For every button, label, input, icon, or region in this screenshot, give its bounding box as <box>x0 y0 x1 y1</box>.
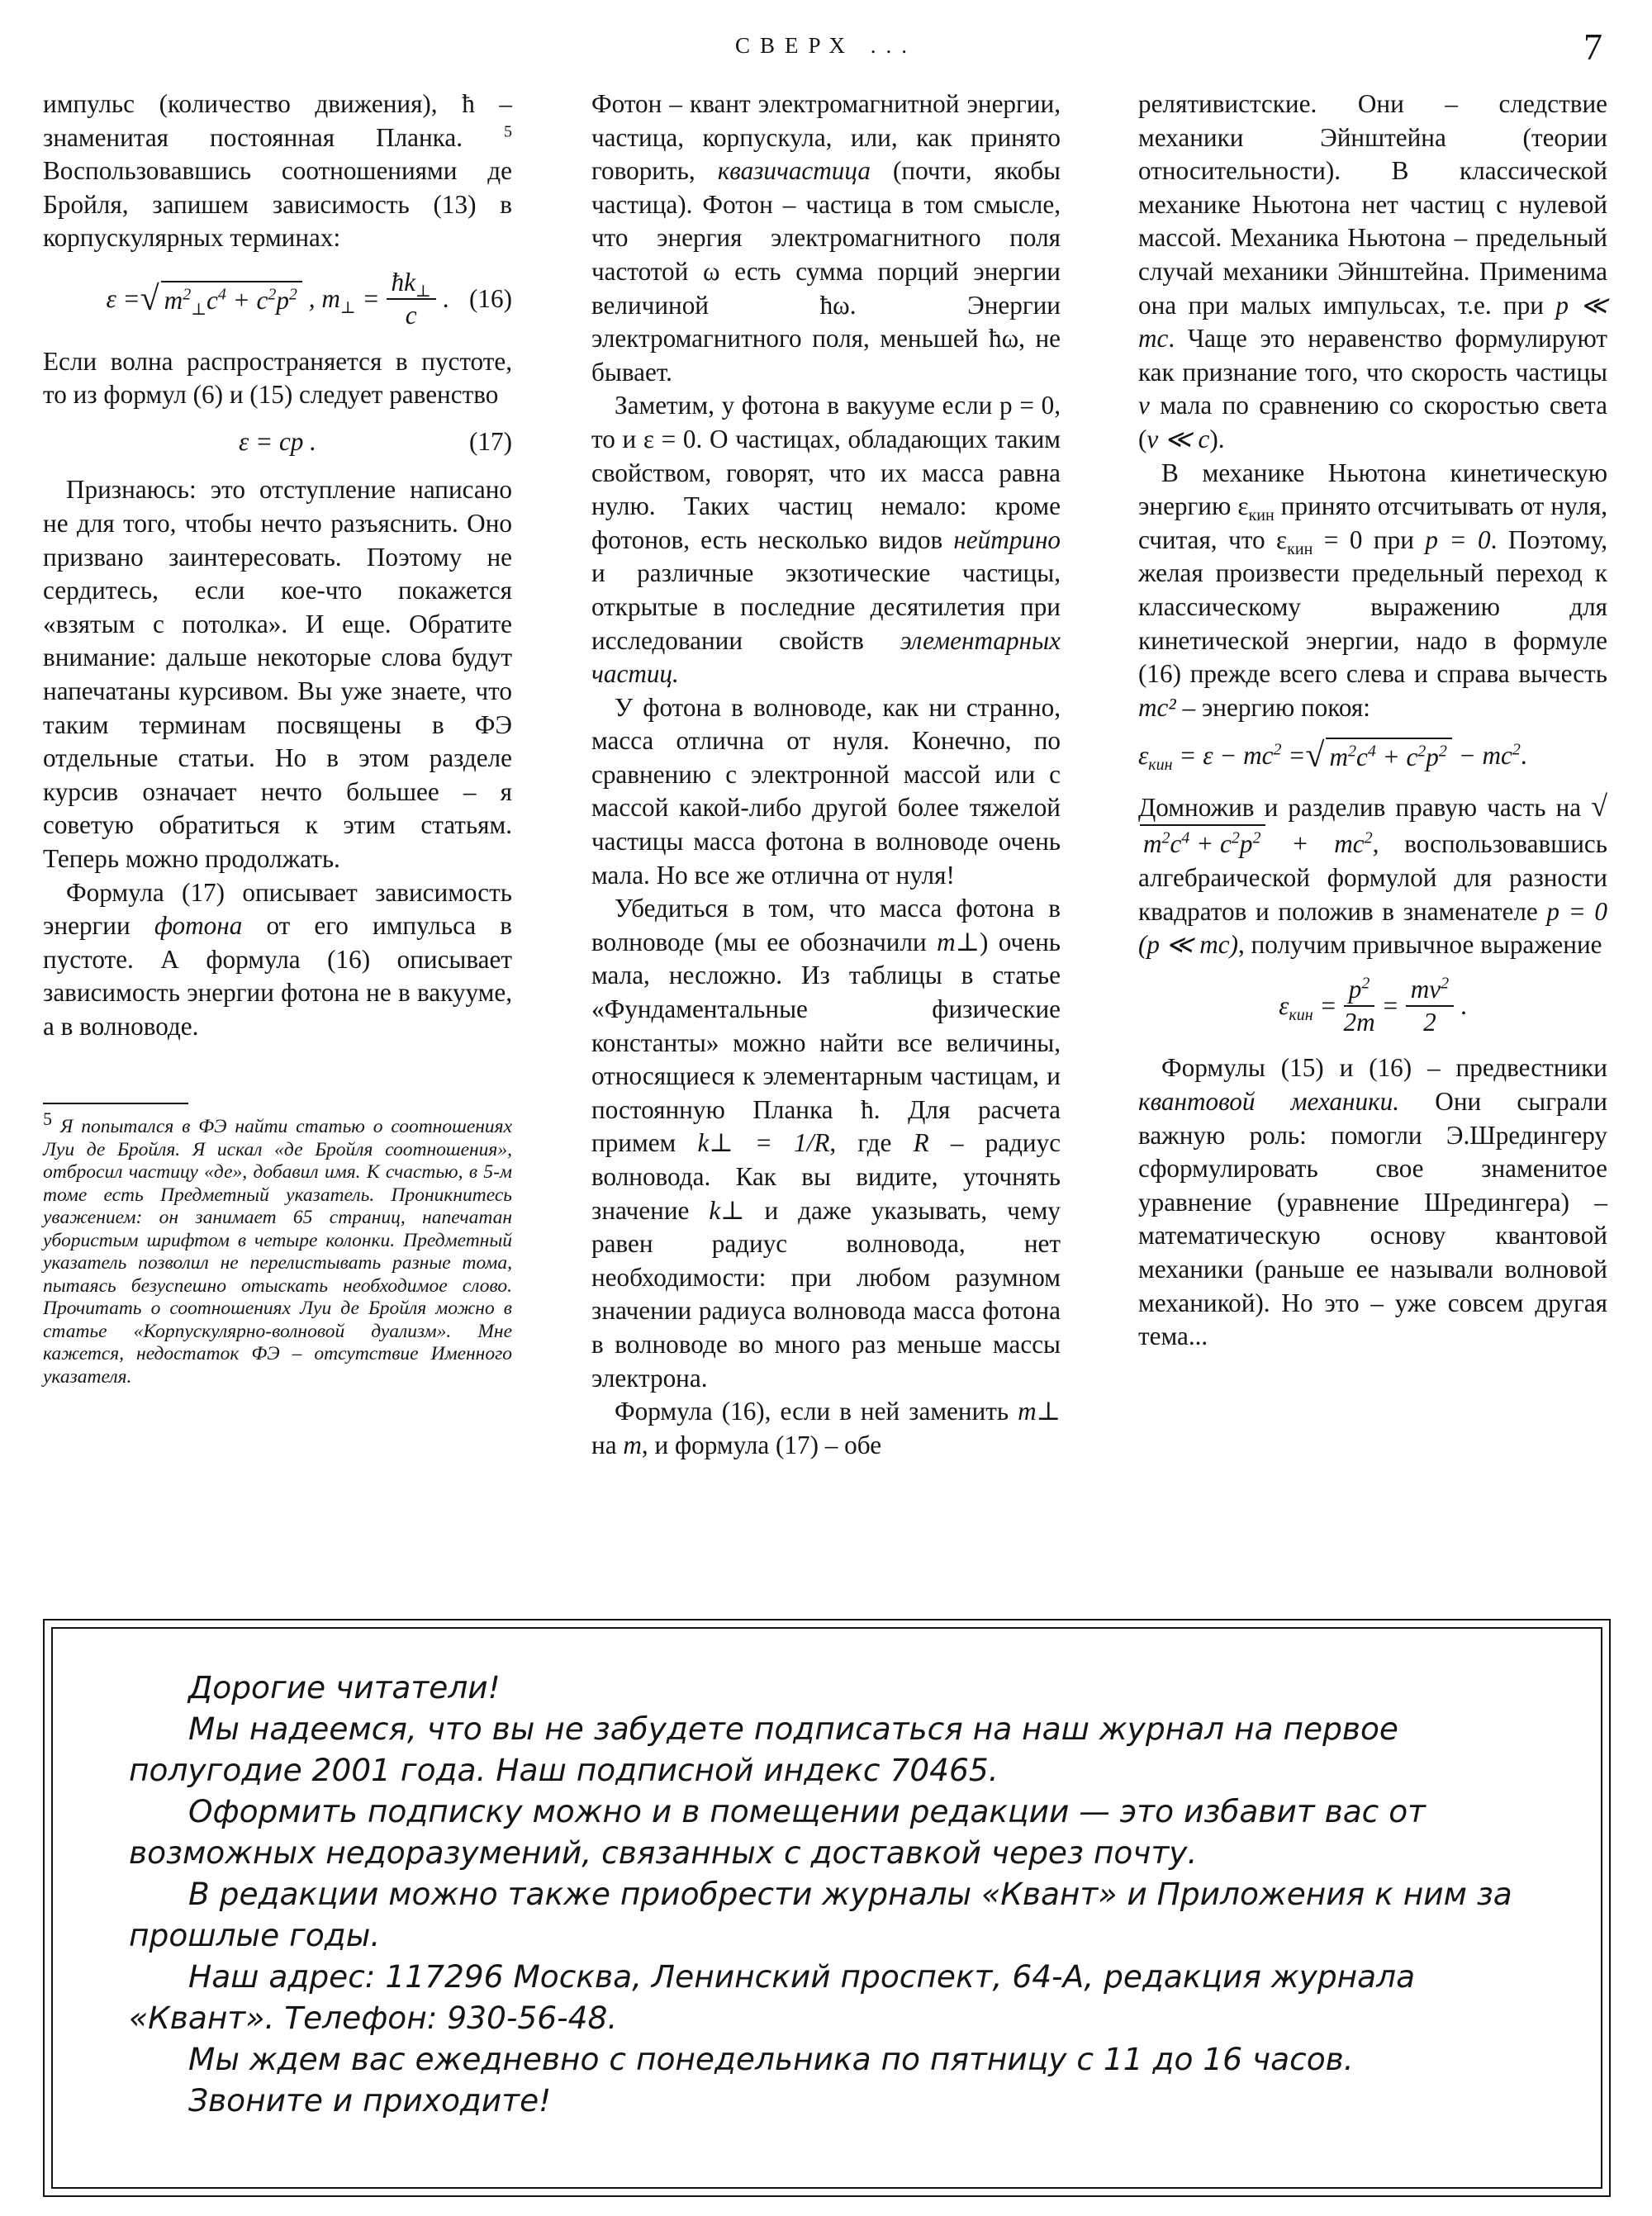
paragraph <box>1138 88 1607 457</box>
math: mc² <box>1138 692 1176 722</box>
formula-kinetic-energy: $\varepsilon_{кин} = \varepsilon - mc^2$ = √ $m^2c^4 + c^2p^2$ − $mc^2$. <box>1138 737 1527 776</box>
emphasis: элементарных частиц. <box>591 625 1061 689</box>
paragraph-text: Воспользовавшись соотношениями де Бройля, запишем зависимость (13) в корпускулярных терминах: <box>43 156 512 253</box>
paragraph-text: = 0 при <box>1323 524 1414 554</box>
notice-closing: Звоните и приходите! <box>188 2082 552 2119</box>
equation-number: (17) <box>469 426 512 456</box>
paragraph-text: – радиус волновода. Как вы видите, уточнять значение <box>591 1128 1061 1225</box>
notice-address: Наш адрес: 117296 Москва, Ленинский проспект, 64-А, редакция журнала «Квант». Телефон: 930-56-48. <box>129 1958 1416 2036</box>
paragraph <box>43 876 512 1044</box>
paragraph-text: Убедиться в том, что масса фотона в волноводе (мы ее обозначили <box>591 894 1061 956</box>
paragraph: У фотона в волноводе, как ни странно, масса отлична от нуля. Конечно, по сравнению с электронной массой или с массой какой-либо другой более тяжелой частицы масса фотона в волноводе очень мала. Но все же отлична от нуля! <box>591 692 1061 890</box>
paragraph <box>1138 457 1607 725</box>
paragraph: Если волна распространяется в пустоте, то из формул (6) и (15) следует равенство <box>43 346 512 410</box>
footnote-mark: 5 <box>43 1108 52 1130</box>
emphasis: квантовой механики. <box>1138 1087 1400 1117</box>
paragraph-text: импульс (количество движения), ħ – знаменитая постоянная Планка. <box>43 89 512 152</box>
notice-greeting: Дорогие читатели! <box>188 1669 501 1706</box>
formula-text: ε = cp . <box>239 426 316 456</box>
paragraph-text: . Поэтому, желая произвести предельный переход к классическому выражению для кинетической энергии, надо в формуле (16) прежде всего слева и справа вычесть <box>1138 524 1608 689</box>
paragraph-text: В механике Ньютона кинетическую энергию ε <box>1138 458 1607 521</box>
notice-hours: Мы ждем вас ежедневно с понедельника по пятницу с 11 до 16 часов. <box>188 2041 1354 2077</box>
math: p ≪ mc <box>1138 290 1607 354</box>
math: v ≪ c <box>1146 424 1210 453</box>
paragraph <box>591 1395 1061 1462</box>
formula-classical-kinetic-energy: $\varepsilon_{кин}$ = $\frac{p^2}{2m}$ = $\frac{mv^2}{2}$ . <box>1279 974 1467 1037</box>
paragraph-text: . Чаще это неравенство формулируют как признание того, что скорость частицы <box>1138 324 1607 387</box>
math: p = 0 (p ≪ mc) <box>1138 896 1608 960</box>
paragraph: Признаюсь: это отступление написано не для того, чтобы нечто разъяснить. Оно призвано заинтересовать. Поэтому не сердитесь, если кое-что покажется «взятым с потолка». И еще. Обратите внимание: дальше некоторые слова будут напечатаны курсивом. Вы уже знаете, что таким терминам посвящены в ФЭ отдельные статьи. Но в этом разделе курсив означает нечто большее – я советую обратиться к этим статьям. Теперь можно продолжать. <box>43 475 512 873</box>
paragraph-text: , и формула (17) – обе <box>641 1430 882 1459</box>
formula-16: ε = √ $m^2_\perp c^4 + c^2p^2$ , $m_\perp$ = $\frac{ħk_\perp}{c}$ . (16) <box>106 267 512 330</box>
math: v <box>1138 391 1150 420</box>
paragraph-text: и различные экзотические частицы, открытые в последние десятилетия при исследовании свойств <box>591 558 1061 655</box>
emphasis: фотона <box>154 911 243 941</box>
paragraph <box>591 389 1061 690</box>
column-left <box>43 88 512 1388</box>
paragraph-text: Домножив и разделив правую часть на <box>1138 792 1582 822</box>
footnote-text: Я попытался в ФЭ найти статью о соотношениях Луи де Бройля. Я искал «де Бройля соотношения», отбросил частицу «де», добавил имя. К счастью, в 5-м томе есть Предметный указатель. Проникнитесь уважением: он занимает 65 страниц, напечатан убористым шрифтом в четыре колонки. Предметный указатель позволил не перелистывать разные тома, пытаясь безуспешно отыскать необходимое слово. Прочитать о соотношениях Луи де Бройля можно в статье «Корпускулярно-волновой дуализм». Мне кажется, недостаток ФЭ – отсутствие Именного указателя. <box>43 1116 513 1388</box>
page-number: 7 <box>1583 26 1602 68</box>
column-right <box>1138 88 1607 1354</box>
paragraph-text: , где <box>829 1128 892 1158</box>
paragraph <box>591 88 1061 389</box>
math: m⊥ <box>937 927 980 956</box>
paragraph-text: Фотон – квант электромагнитной энергии, частица, корпускула, или, как принято говорить, <box>591 89 1061 186</box>
paragraph-text: и даже указывать, чему равен радиус волновода, нет необходимости: при любом разумном значении радиуса волновода масса фотона в волноводе во много раз меньше массы электрона. <box>591 1195 1061 1393</box>
math: p = 0 <box>1425 524 1491 554</box>
paragraph-text: ) очень мала, несложно. Из таблицы в статье «Фундаментальные физические константы» можно найти все величины, относящиеся к элементарным частицам, и постоянную Планка ħ. Для расчета примем <box>591 927 1061 1158</box>
math: k⊥ <box>709 1195 745 1225</box>
paragraph-text: – энергию покоя: <box>1182 692 1370 722</box>
paragraph: Домножив и разделив правую часть на $√m^2c^4 + c^2p^2 + mc^2$, воспользовавшись алгебраической формулой для разности квадратов и положив в знаменателе p = 0 (p ≪ mc), получим привычное выражение <box>1138 789 1608 960</box>
paragraph-text: релятивистские. Они – следствие механики Эйнштейна (теории относительности). В классической механике Ньютона нет частиц с нулевой массой. Механика Ньютона – предельный случай механики Эйнштейна. Применима она при малых импульсах, т.е. при <box>1138 89 1607 320</box>
paragraph-text: , получим привычное выражение <box>1237 930 1602 960</box>
equation-number: (16) <box>469 283 512 313</box>
paragraph <box>1138 1051 1607 1353</box>
notice-paragraph: Мы надеемся, что вы не забудете подписаться на наш журнал на первое полугодие 2001 года. Наш подписной индекс 70465. <box>129 1711 1398 1788</box>
math: k⊥ = 1/R <box>697 1128 830 1158</box>
paragraph-text: (почти, якобы частица). Фотон – частица в том смысле, что энергия электромагнитного поля частотой ω есть сумма порций энергии величиной ħω. Энергии электромагнитного поля, меньшей ħω, не бывает. <box>591 156 1061 387</box>
paragraph-text: Формула (16), если в ней заменить <box>615 1397 1009 1426</box>
paragraph <box>43 88 512 255</box>
paragraph <box>591 892 1061 1395</box>
paragraph-text: Формула (17) описывает зависимость энергии <box>43 877 512 941</box>
math: m <box>623 1430 642 1459</box>
paragraph-text: принято отсчитывать от нуля, считая, что ε <box>1138 491 1608 554</box>
notice-paragraph: Оформить подписку можно и в помещении редакции — это избавит вас от возможных недоразумений, связанных с доставкой через почту. <box>129 1793 1427 1871</box>
subscript: кин <box>1248 506 1275 525</box>
footnote-ref: 5 <box>504 122 513 141</box>
paragraph-text: , воспользовавшись алгебраической формулой для разности квадратов и положив в знаменателе <box>1138 829 1607 926</box>
formula-17 <box>43 425 512 459</box>
column-middle <box>591 88 1061 1462</box>
running-head: СВЕРХ ... <box>734 33 918 58</box>
math: R <box>913 1128 929 1158</box>
notice-paragraph: В редакции можно также приобрести журналы «Квант» и Приложения к ним за прошлые годы. <box>129 1876 1512 1953</box>
paragraph-text: на <box>591 1430 617 1459</box>
paragraph-text: Заметим, у фотона в вакууме если p = 0, то и ε = 0. О частицах, обладающих таким свойством, говорят, что их масса равна нулю. Таких частиц немало: кроме фотонов, есть несколько видов <box>591 391 1061 554</box>
emphasis: нейтрино <box>953 524 1061 554</box>
subscription-notice <box>43 1619 1611 2197</box>
notice-text <box>129 1667 1550 2121</box>
paragraph-text: мала по сравнению со скоростью света ( <box>1138 391 1607 453</box>
emphasis: квазичастица <box>717 156 871 186</box>
footnote <box>43 1108 513 1388</box>
subscript: кин <box>1287 539 1313 558</box>
footnote-divider <box>43 1103 188 1104</box>
paragraph-text: ). <box>1209 424 1225 453</box>
paragraph-text: от его импульса в пустоте. А формула (16) описывает зависимость энергии фотона не в вакууме, а в волноводе. <box>43 911 512 1041</box>
paragraph-text: Формулы (15) и (16) – предвестники <box>1161 1053 1607 1083</box>
math: m⊥ <box>1018 1397 1061 1426</box>
paragraph-text: Они сыграли важную роль: помогли Э.Шредингеру сформулировать свое знаменитое уравнение (уравнение Шредингера) – математическую основу квантовой механики (раньше ее называли волновой механикой). Но это – уже совсем другая тема... <box>1138 1087 1607 1351</box>
